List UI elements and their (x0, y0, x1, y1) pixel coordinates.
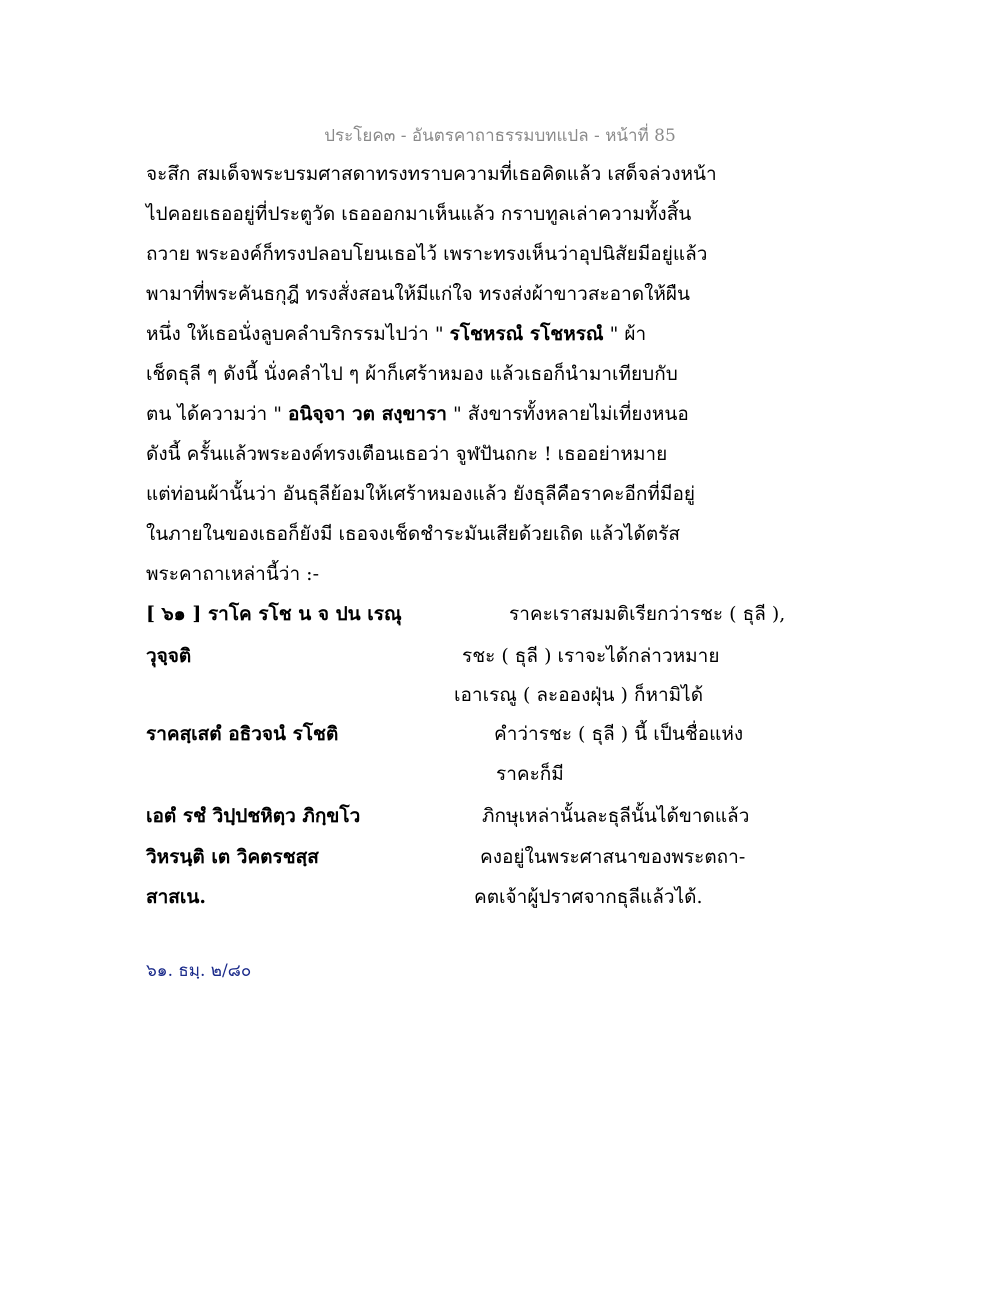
paragraph-line: จะสึก สมเด็จพระบรมศาสดาทรงทราบความที่เธอคิดแล้ว เสด็จล่วงหน้า (146, 163, 717, 185)
verse-translation-line: คำว่ารชะ ( ธุลี ) นี้ เป็นชื่อแห่ง (494, 723, 744, 745)
verse-pali-line: ราคสฺเสตํ อธิวจนํ รโชติ (146, 723, 339, 745)
verse-pali-line: วุจฺจติ (146, 645, 192, 667)
line-text: ตน ได้ความว่า " (146, 403, 288, 425)
paragraph-line: พามาที่พระคันธกุฎี ทรงสั่งสอนให้มีแก่ใจ ทรงส่งผ้าขาวสะอาดให้ผืน (146, 283, 690, 305)
verse-translation-line: ราคะก็มี (496, 763, 564, 785)
verse-translation-line: ภิกษุเหล่านั้นละธุลีนั้นได้ขาดแล้ว (482, 805, 750, 827)
paragraph-line (146, 318, 866, 358)
paragraph-line: เช็ดธุลี ๆ ดังนี้ นั่งคลำไป ๆ ผ้าก็เศร้าหมอง แล้วเธอก็นำมาเทียบกับ (146, 363, 678, 385)
paragraph-line: ในภายในของเธอก็ยังมี เธอจงเช็ดชำระมันเสียด้วยเถิด แล้วได้ตรัส (146, 523, 680, 545)
paragraph-line: ถวาย พระองค์ก็ทรงปลอบโยนเธอไว้ เพราะทรงเห็นว่าอุปนิสัยมีอยู่แล้ว (146, 243, 708, 265)
verse-translation-line: คงอยู่ในพระศาสนาของพระตถา- (480, 846, 746, 868)
pali-phrase: อนิจฺจา วต สงฺขารา (288, 403, 447, 425)
line-text: หนึ่ง ให้เธอนั่งลูบคลำบริกรรมไปว่า " (146, 323, 450, 345)
verse-pali-line: [ ๖๑ ] ราโค รโช น จ ปน เรณุ (146, 603, 402, 625)
paragraph-line: พระคาถาเหล่านี้ว่า :- (146, 563, 320, 585)
verse-pali-line: สาสเน. (146, 886, 206, 908)
page-header: ประโยค๓ - อันตรคาถาธรรมบทแปล - หน้าที่ 85 (324, 126, 676, 146)
paragraph-line: ดังนี้ ครั้นแล้วพระองค์ทรงเตือนเธอว่า จูฬปันถกะ ! เธออย่าหมาย (146, 443, 668, 465)
verse-translation-line: คตเจ้าผู้ปราศจากธุลีแล้วได้. (474, 886, 703, 908)
body-paragraph (146, 158, 866, 598)
line-text: " สังขารทั้งหลายไม่เที่ยงหนอ (446, 403, 689, 425)
verse-pali-line: วิหรนฺติ เต วิคตรชสฺส (146, 846, 319, 868)
paragraph-line: แต่ท่อนผ้านั้นว่า อันธุลีย้อมให้เศร้าหมองแล้ว ยังธุลีคือราคะอีกที่มีอยู่ (146, 483, 696, 505)
line-text: " ผ้า (603, 323, 647, 345)
paragraph-line (146, 398, 866, 438)
verse-translation-line: ราคะเราสมมติเรียกว่ารชะ ( ธุลี ), (509, 603, 786, 625)
verse-pali-line: เอตํ รชํ วิปฺปชหิตฺว ภิกฺขโว (146, 805, 361, 827)
verse-translation-line: เอาเรณู ( ละอองฝุ่น ) ก็หามิได้ (454, 684, 704, 706)
pali-phrase: รโชหรณํ รโชหรณํ (449, 323, 604, 345)
paragraph-line: ไปคอยเธออยู่ที่ประตูวัด เธอออกมาเห็นแล้ว กราบทูลเล่าความทั้งสิ้น (146, 203, 692, 225)
footnote: ๖๑. ธมฺ. ๒/๘๐ (146, 961, 252, 981)
verse-translation-line: รชะ ( ธุลี ) เราจะได้กล่าวหมาย (462, 645, 720, 667)
